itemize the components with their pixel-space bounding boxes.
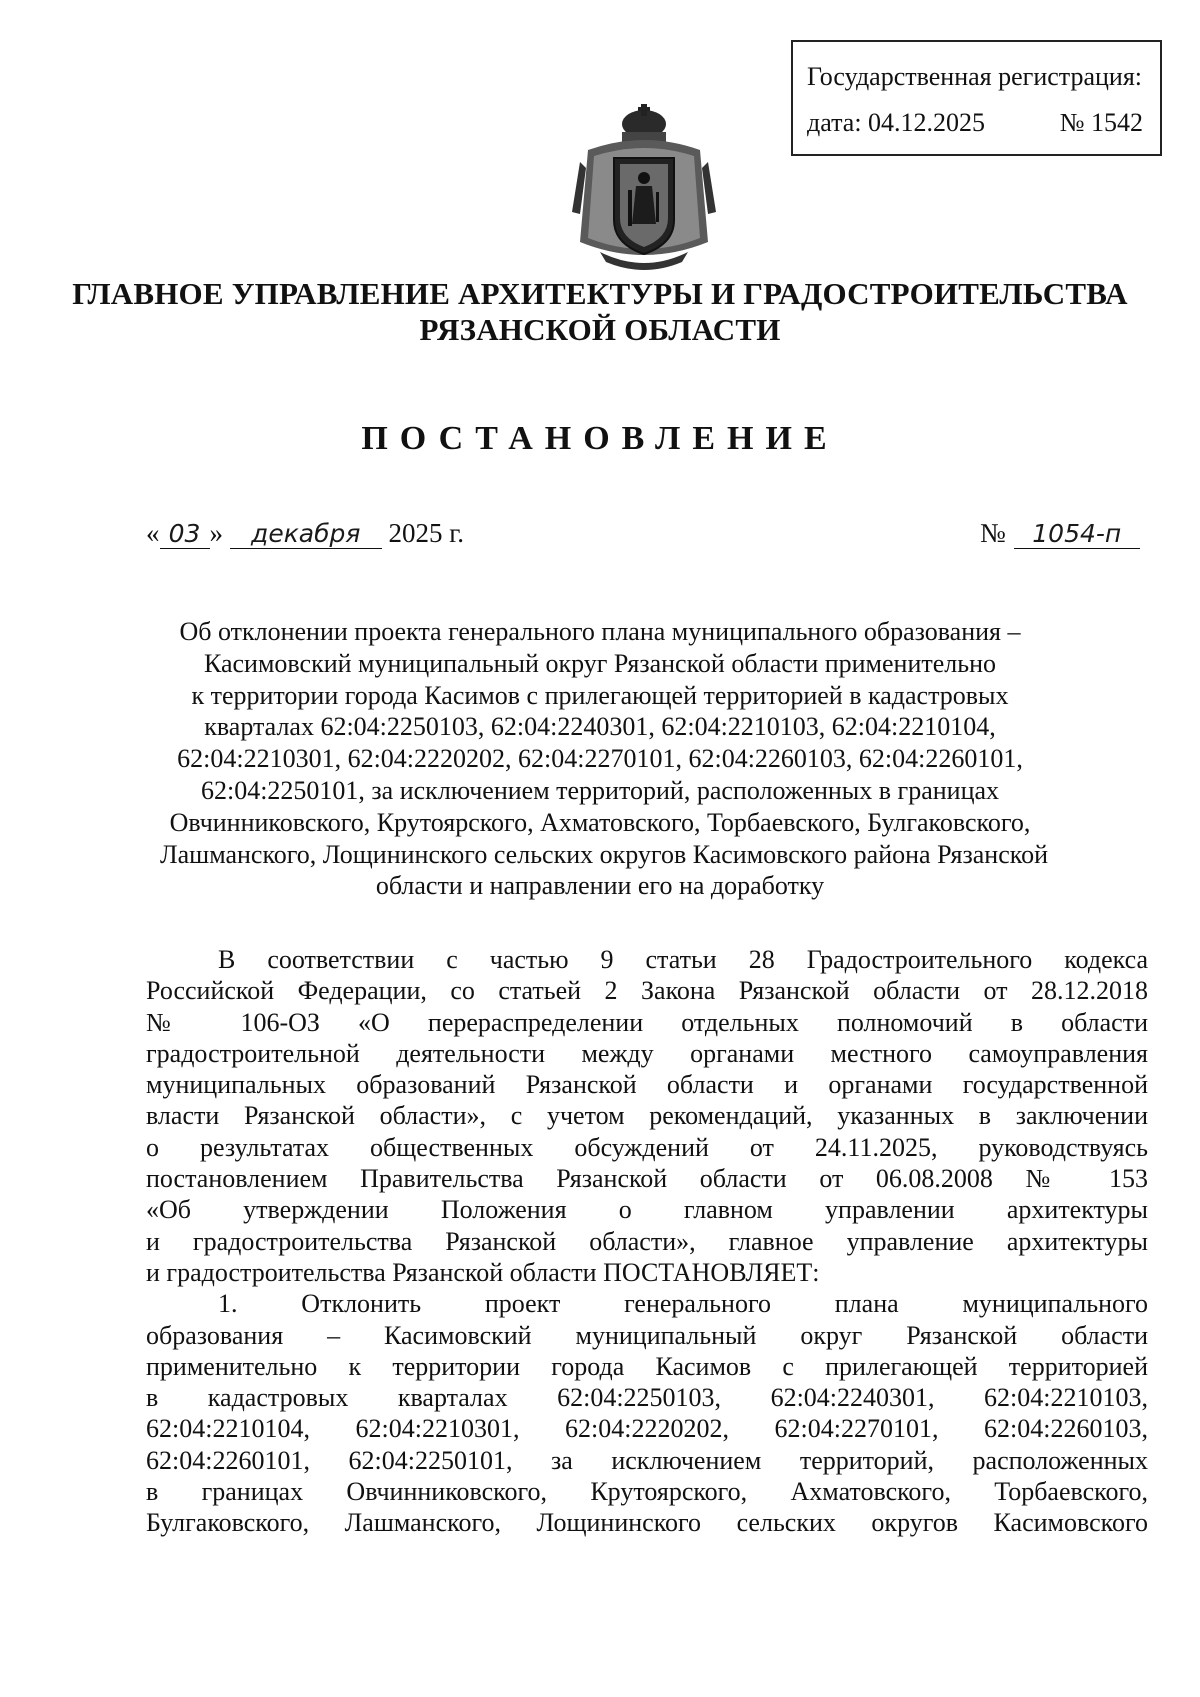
registration-stamp <box>791 40 1162 156</box>
body-line: 62:04:2210104, 62:04:2210301, 62:04:2220202, 62:04:2270101, 62:04:2260103, <box>146 1414 1148 1444</box>
subject-line: 62:04:2250101, за исключением территорий, расположенных в границах <box>200 775 1000 805</box>
body-line: образования – Касимовский муниципальный округ Рязанской области <box>146 1320 1148 1350</box>
subject-line: 62:04:2210301, 62:04:2220202, 62:04:2270101, 62:04:2260103, 62:04:2260101, <box>177 744 1023 774</box>
body-line: градостроительной деятельности между органами местного самоуправления <box>146 1038 1148 1068</box>
handwritten-number: 1054-п <box>1014 520 1140 549</box>
body-line: постановлением Правительства Рязанской области от 06.08.2008 № 153 <box>146 1164 1148 1194</box>
organization-name <box>0 276 1200 348</box>
registration-number: № 1542 <box>1059 108 1143 137</box>
document-subject <box>160 616 1048 902</box>
body-line: № 106-ОЗ «О перераспределении отдельных полномочий в области <box>146 1007 1148 1037</box>
registration-title: Государственная регистрация: <box>807 62 1143 91</box>
body-line: «Об утверждении Положения о главном управлении архитектуры <box>146 1195 1148 1225</box>
subject-line: Овчинниковского, Крутоярского, Ахматовского, Торбаевского, Булгаковского, <box>169 807 1031 837</box>
body-line: 62:04:2260101, 62:04:2250101, за исключением территорий, расположенных <box>146 1445 1148 1475</box>
date-open-quote: « <box>146 518 160 548</box>
organization-name-line-1: ГЛАВНОЕ УПРАВЛЕНИЕ АРХИТЕКТУРЫ И ГРАДОСТРОИТЕЛЬСТВА <box>72 276 1128 311</box>
organization-name-line-2: РЯЗАНСКОЙ ОБЛАСТИ <box>419 312 781 347</box>
subject-line: Лашманского, Лощининского сельских округов Касимовского района Рязанской <box>160 839 1048 869</box>
body-line: В соответствии с частью 9 статьи 28 Градостроительного кодекса <box>218 945 1148 974</box>
body-line: муниципальных образований Рязанской области и органами государственной <box>146 1070 1148 1100</box>
body-line: в границах Овчинниковского, Крутоярского, Ахматовского, Торбаевского, <box>146 1477 1148 1507</box>
document-number <box>980 518 1140 549</box>
registration-date: дата: 04.12.2025 <box>807 108 986 137</box>
subject-line: Об отклонении проекта генерального плана муниципального образования – <box>179 617 1021 646</box>
body-line: и градостроительства Рязанской области ПОСТАНОВЛЯЕТ: <box>146 1257 820 1287</box>
registration-row <box>807 110 1143 136</box>
date-close-quote: » <box>209 518 223 548</box>
body-line: о результатах общественных обсуждений от 24.11.2025, руководствуясь <box>146 1132 1148 1162</box>
handwritten-month: декабря <box>230 520 382 549</box>
subject-line: к территории города Касимов с прилегающей территорией в кадастровых <box>191 680 1009 710</box>
body-line: применительно к территории города Касимов с прилегающей территорией <box>146 1351 1148 1381</box>
handwritten-day: 03 <box>160 520 210 549</box>
subject-line: кварталах 62:04:2250103, 62:04:2240301, 62:04:2210103, 62:04:2210104, <box>204 712 996 742</box>
body-line: 1. Отклонить проект генерального плана муниципального <box>218 1289 1148 1319</box>
body-line: в кадастровых кварталах 62:04:2250103, 62:04:2240301, 62:04:2210103, <box>146 1383 1148 1413</box>
body-line: Булгаковского, Лашманского, Лощининского сельских округов Касимовского <box>146 1508 1148 1538</box>
subject-line: области и направлении его на доработку <box>375 871 825 901</box>
body-line: и градостроительства Рязанской области», главное управление архитектуры <box>146 1226 1148 1256</box>
date-year: 2025 г. <box>388 518 465 548</box>
subject-line: Касимовский муниципальный округ Рязанской области применительно <box>203 648 997 678</box>
document-body <box>146 944 1148 1539</box>
body-line: власти Рязанской области», с учетом рекомендаций, указанных в заключении <box>146 1101 1148 1131</box>
document-date <box>146 518 464 549</box>
document-type-heading: ПОСТАНОВЛЕНИЕ <box>361 420 839 457</box>
body-line: Российской Федерации, со статьей 2 Закона Рязанской области от 28.12.2018 <box>146 976 1148 1006</box>
number-label: № <box>980 518 1006 548</box>
ryazan-coat-of-arms-icon <box>570 102 718 274</box>
